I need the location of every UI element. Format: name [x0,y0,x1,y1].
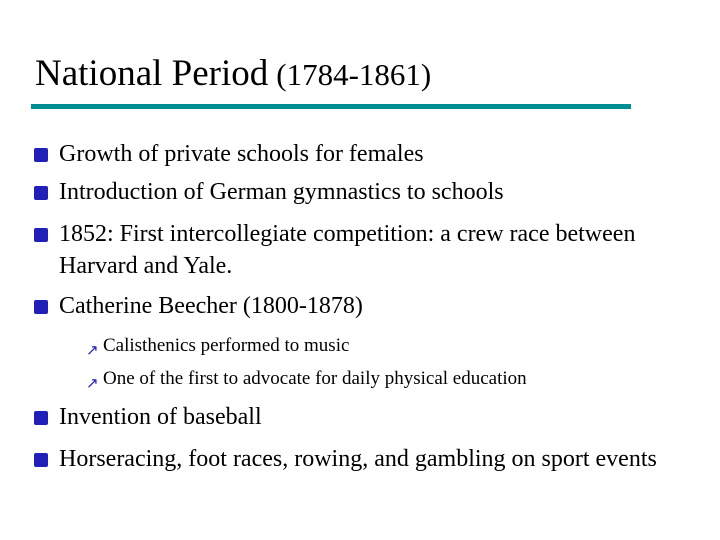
square-bullet-icon [34,148,48,162]
arrow-bullet-icon: ↗ [86,341,99,359]
title-underline [31,104,631,109]
bullet-text: 1852: First intercollegiate competition: a crew race between Harvard and Yale. [59,221,636,279]
square-bullet-icon [34,300,48,314]
square-bullet-icon [34,411,48,425]
square-bullet-icon [34,453,48,467]
sub-bullet-text: One of the first to advocate for daily physical education [103,368,527,389]
bullet-text: Horseracing, foot races, rowing, and gambling on sport events [59,446,657,472]
sub-bullet-item [86,334,349,358]
bullet-text: Catherine Beecher (1800-1878) [59,293,363,319]
bullet-item [34,290,694,322]
slide-title [35,52,431,97]
bullet-item [34,218,694,282]
square-bullet-icon [34,186,48,200]
bullet-item [34,176,694,208]
square-bullet-icon [34,228,48,242]
bullet-text: Invention of baseball [59,404,262,430]
sub-bullet-item [86,367,527,391]
bullet-item [34,138,694,170]
bullet-text: Growth of private schools for females [59,141,424,167]
slide-title-years: (1784-1861) [276,57,432,92]
slide-title-main: National Period [35,53,269,94]
bullet-item [34,401,694,433]
bullet-item [34,443,694,475]
arrow-bullet-icon: ↗ [86,374,99,392]
sub-bullet-text: Calisthenics performed to music [103,335,350,356]
bullet-text: Introduction of German gymnastics to schools [59,179,504,205]
